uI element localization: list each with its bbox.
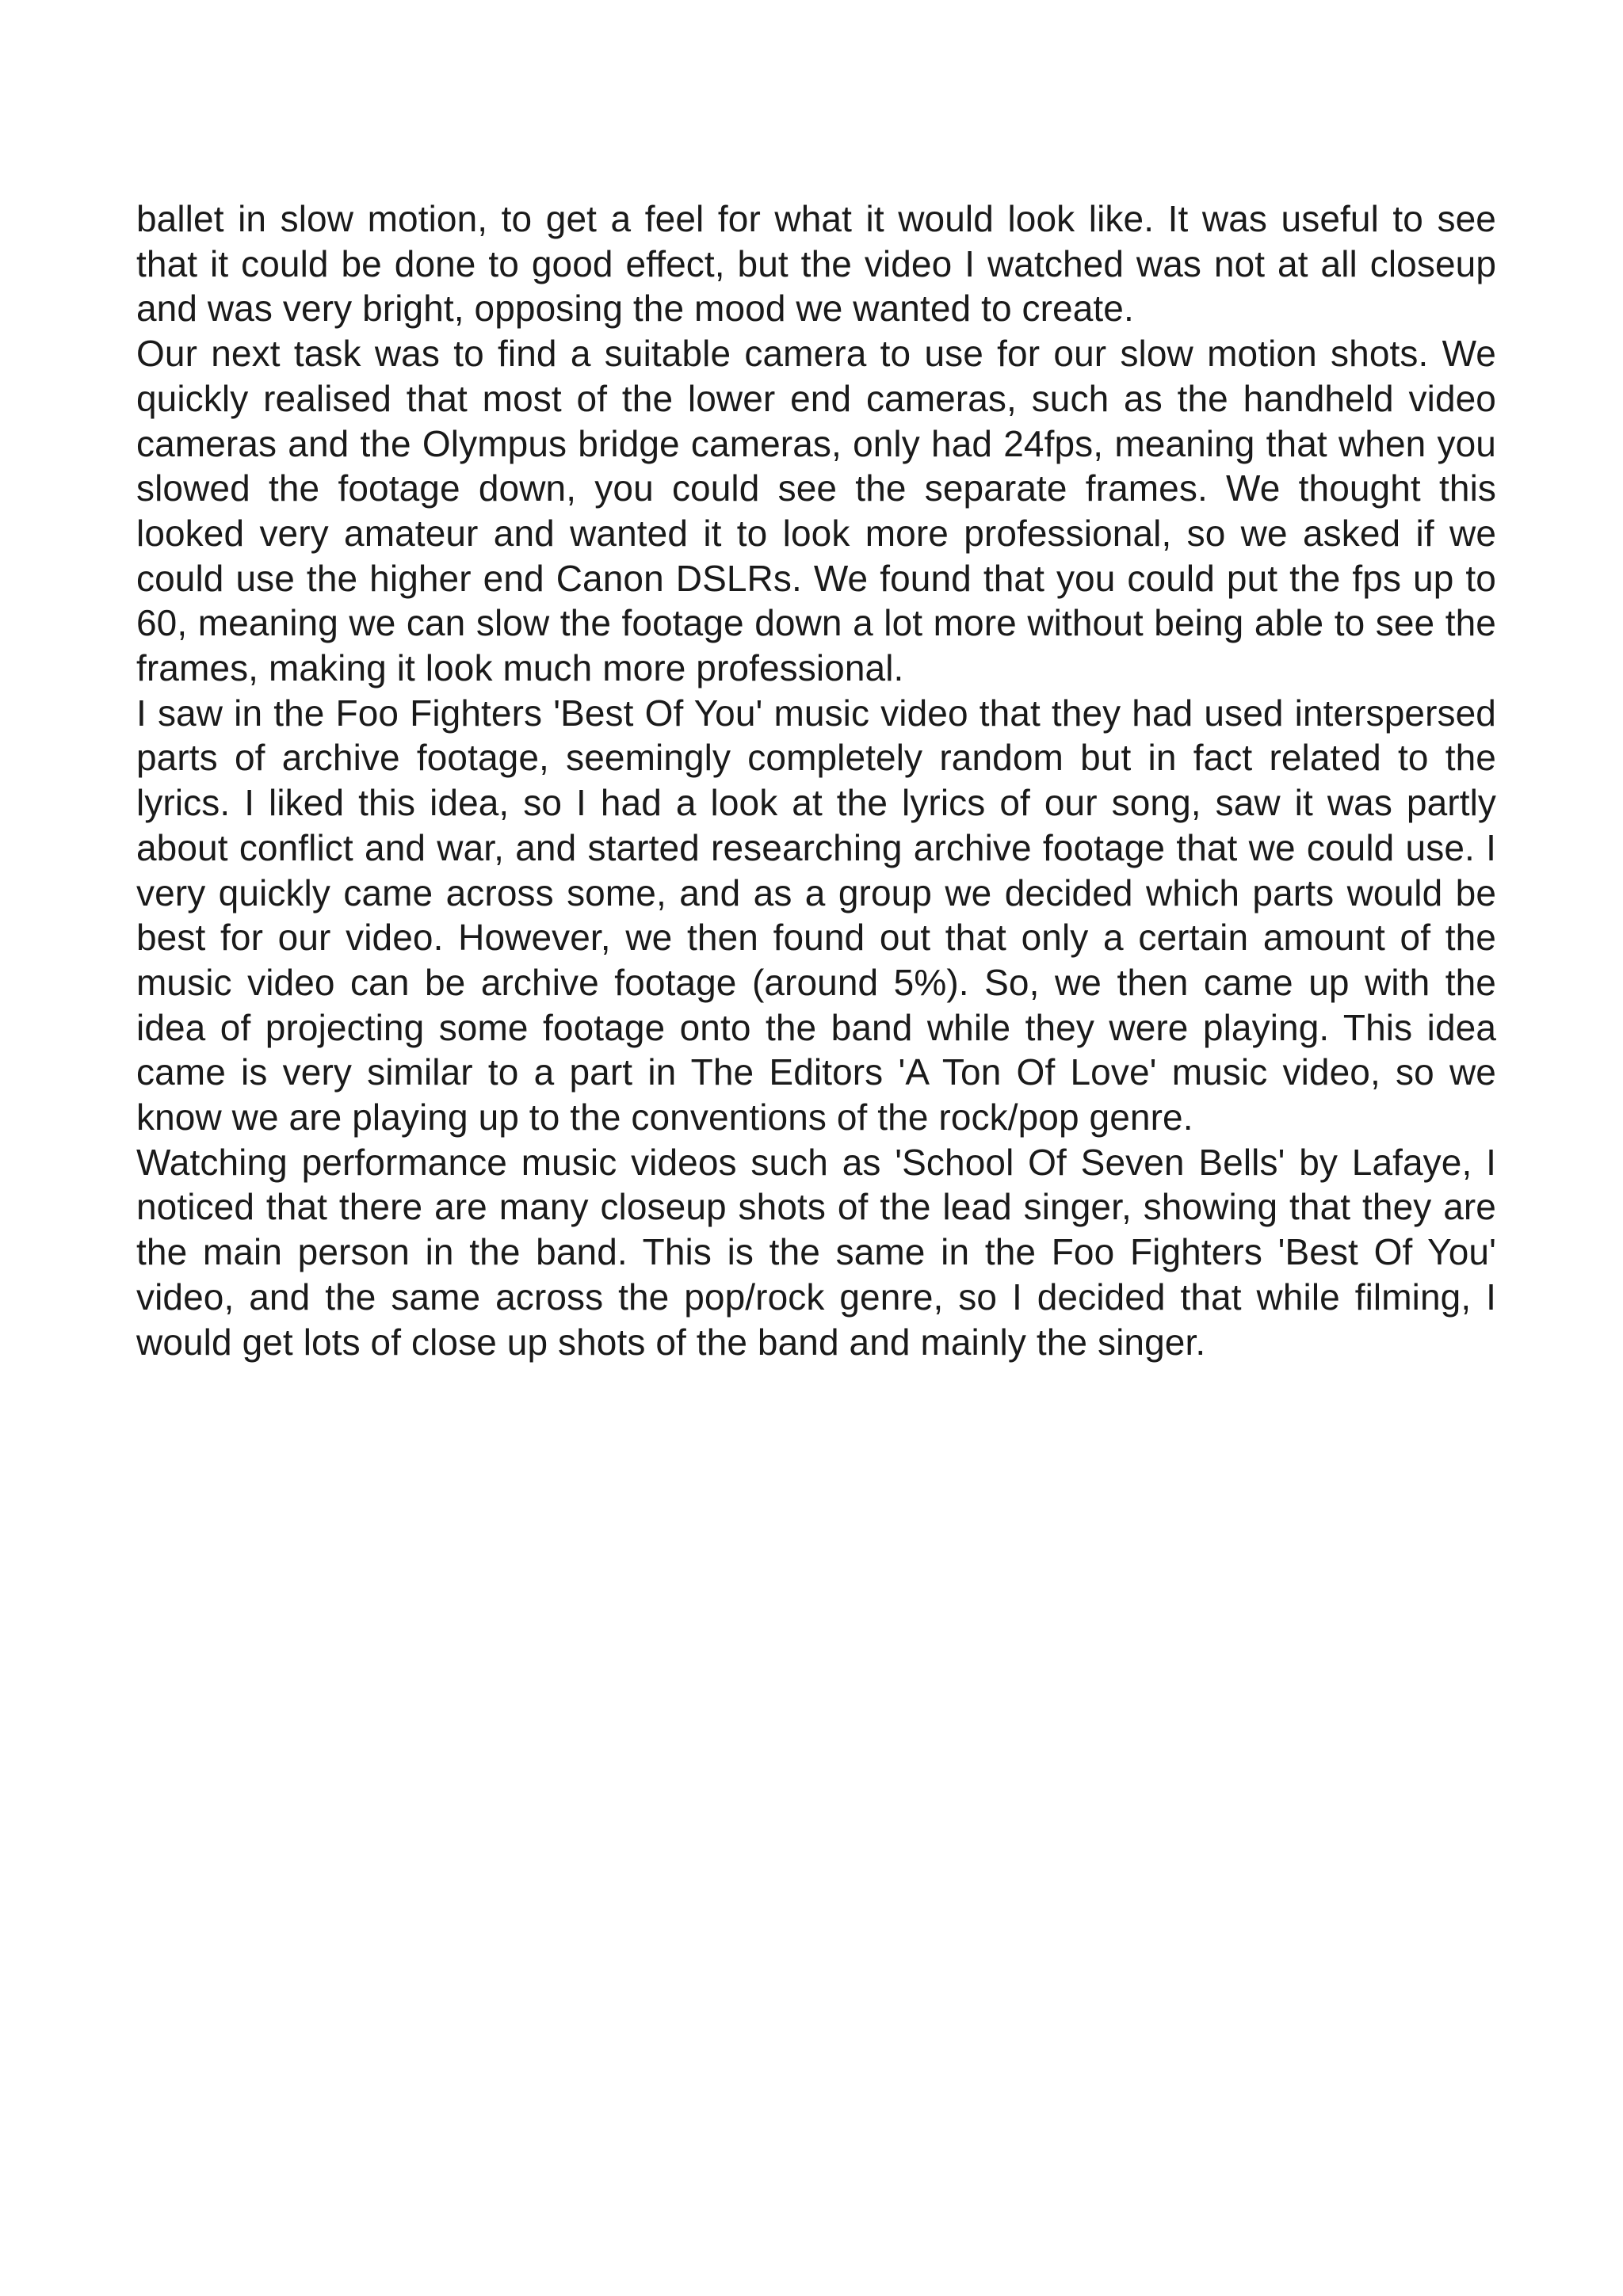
body-text [136, 196, 1496, 1364]
paragraph: I saw in the Foo Fighters 'Best Of You' music video that they had used interspersed parts of archive footage, seemingly completely random but in fact related to the lyrics. I liked this idea, so I had a look at the lyrics of our song, saw it was partly about conflict and war, and started researching archive footage that we could use. I very quickly came across some, and as a group we decided which parts would be best for our video. However, we then found out that only a certain amount of the music video can be archive footage (around 5%). So, we then came up with the idea of projecting some footage onto the band while they were playing. This idea came is very similar to a part in The Editors 'A Ton Of Love' music video, so we know we are playing up to the conventions of the rock/pop genre. [136, 692, 1496, 1138]
paragraph: Watching performance music videos such as 'School Of Seven Bells' by Lafaye, I noticed that there are many closeup shots of the lead singer, showing that they are the main person in the band. This is the same in the Foo Fighters 'Best Of You' video, and the same across the pop/rock genre, so I decided that while filming, I would get lots of close up shots of the band and mainly the singer. [136, 1141, 1496, 1363]
paragraph: ballet in slow motion, to get a feel for what it would look like. It was useful to see that it could be done to good effect, but the video I watched was not at all closeup and was very bright, opposing the mood we wanted to create. [136, 198, 1496, 330]
paragraph: Our next task was to find a suitable camera to use for our slow motion shots. We quickly realised that most of the lower end cameras, such as the handheld video cameras and the Olympus bridge cameras, only had 24fps, meaning that when you slowed the footage down, you could see the separate frames. We thought this looked very amateur and wanted it to look more professional, so we asked if we could use the higher end Canon DSLRs. We found that you could put the fps up to 60, meaning we can slow the footage down a lot more without being able to see the frames, making it look much more professional. [136, 333, 1496, 689]
